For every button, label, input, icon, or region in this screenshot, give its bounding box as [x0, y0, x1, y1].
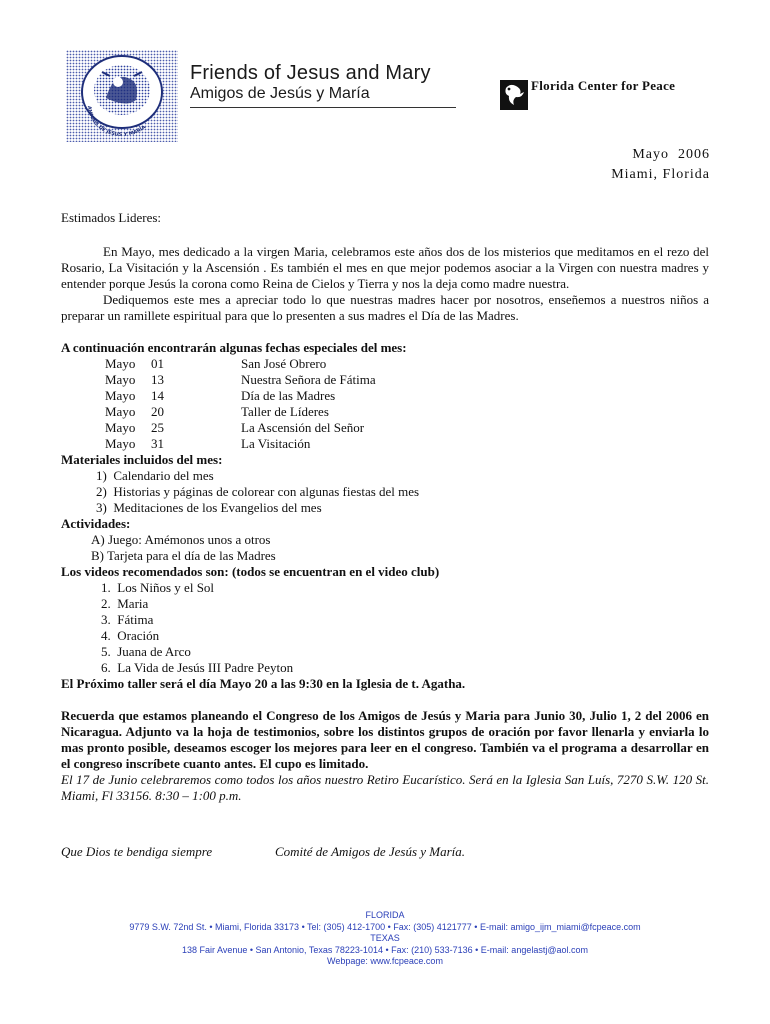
date-row	[61, 436, 709, 452]
date-month: Mayo	[105, 388, 136, 403]
footer-florida-label: FLORIDA	[365, 910, 405, 920]
date-month: Mayo	[105, 420, 136, 435]
date-event: La Visitación	[241, 436, 311, 451]
date-event: Nuestra Señora de Fátima	[241, 372, 376, 387]
date-row	[61, 356, 709, 372]
date-day: 25	[151, 420, 164, 435]
date-day: 20	[151, 404, 164, 419]
activities-heading: Actividades:	[61, 516, 131, 531]
organization-title	[190, 62, 431, 104]
list-item: 2) Historias y páginas de colorear con algunas fiestas del mes	[96, 484, 420, 499]
date-month: Mayo	[105, 372, 136, 387]
paragraph-mothers: Dediquemos este mes a apreciar todo lo que nuestras madres hacer por nosotros, enseñemos a nuestros niños a preparar un ramillete espiritual para que lo presenten a sus madres el Día de las Madres.	[61, 292, 709, 323]
list-item: 6. La Vida de Jesús III Padre Peyton	[101, 660, 294, 675]
letter-city: Miami, Florida	[611, 167, 710, 182]
date-month: Mayo	[105, 436, 136, 451]
list-item: 3. Fátima	[101, 612, 154, 627]
date-row	[61, 404, 709, 420]
org-name-english: Friends of Jesus and Mary	[190, 62, 431, 84]
retreat-note: El 17 de Junio celebraremos como todos los años nuestro Retiro Eucarístico. Será en la Iglesia San Luís, 7270 S.W. 120 St. Miami, Fl 33156. 8:30 – 1:00 p.m.	[61, 772, 709, 803]
materials-heading: Materiales incluidos del mes:	[61, 452, 223, 467]
date-event: Taller de Líderes	[241, 404, 329, 419]
footer-webpage: Webpage: www.fcpeace.com	[327, 956, 443, 966]
footer-texas-label: TEXAS	[370, 933, 400, 943]
date-month: Mayo	[105, 404, 136, 419]
letterhead-footer	[0, 910, 770, 968]
list-item: 5. Juana de Arco	[101, 644, 191, 659]
list-item: 1. Los Niños y el Sol	[101, 580, 215, 595]
letter-date: Mayo 2006	[632, 147, 710, 162]
footer-texas-address: 138 Fair Avenue • San Antonio, Texas 78223-1014 • Fax: (210) 533-7136 • E-mail: angelastj@aol.com	[181, 944, 588, 955]
partner-name: Florida Center for Peace	[531, 78, 676, 93]
closing-signature: Comité de Amigos de Jesús y María.	[275, 844, 466, 859]
date-row	[61, 388, 709, 404]
letter-body	[61, 210, 709, 860]
friends-of-jesus-and-mary-seal-logo	[66, 50, 178, 142]
date-event: San José Obrero	[241, 356, 327, 371]
date-day: 14	[151, 388, 164, 403]
dates-heading: A continuación encontrarán algunas fechas especiales del mes:	[61, 340, 407, 355]
greeting: Estimados Lideres:	[61, 210, 162, 225]
list-item: A) Juego: Amémonos unos a otros	[91, 532, 271, 547]
closing	[61, 844, 709, 860]
date-event: Día de las Madres	[241, 388, 336, 403]
footer-florida-address: 9779 S.W. 72nd St. • Miami, Florida 33173 • Tel: (305) 412-1700 • Fax: (305) 4121777 • E-mail: amigo_ijm_miami@fcpeace.com	[129, 921, 641, 932]
florida-center-for-peace-logo	[500, 80, 528, 110]
date-row	[61, 372, 709, 388]
date-row	[61, 420, 709, 436]
list-item: 3) Meditaciones de los Evangelios del mes	[96, 500, 322, 515]
list-item: 4. Oración	[101, 628, 160, 643]
date-block	[611, 145, 710, 185]
workshop-note: El Próximo taller será el día Mayo 20 a las 9:30 en la Iglesia de t. Agatha.	[61, 676, 466, 691]
videos-heading: Los videos recomendados son: (todos se encuentran en el video club)	[61, 564, 440, 579]
seal-text: AMIGOS DE JESUS Y MARIA	[85, 105, 148, 139]
date-month: Mayo	[105, 356, 136, 371]
date-event: La Ascensión del Señor	[241, 420, 365, 435]
date-day: 01	[151, 356, 164, 371]
title-underline	[190, 107, 456, 108]
congress-note: Recuerda que estamos planeando el Congreso de los Amigos de Jesús y Maria para Junio 30, Julio 1, 2 del 2006 en Nicaragua. Adjunto va la hoja de testimonios, sobre los distintos grupos de oración por favor llenarla y enviarla lo mas pronto posible, deseamos escoger los mejores para leer en el congreso. También va el programa a desarrollar en el congreso inscríbete cuanto antes. El cupo es limitado.	[61, 708, 709, 771]
list-item: 2. Maria	[101, 596, 149, 611]
list-item: 1) Calendario del mes	[96, 468, 214, 483]
list-item: B) Tarjeta para el día de las Madres	[91, 548, 276, 563]
special-dates-list	[61, 356, 709, 452]
closing-blessing: Que Dios te bendiga siempre	[61, 844, 213, 859]
date-day: 13	[151, 372, 164, 387]
paragraph-intro: En Mayo, mes dedicado a la virgen Maria, celebramos este años dos de los misterios que meditamos en el rezo del Rosario, La Visitación y la Ascensión . Es también el mes en que mejor podemos asociar a la Virgen con nuestra madres y entender porque Jesús la corona como Reina de Cielos y Tierra y nos la deja como madre nuestra.	[61, 244, 709, 291]
date-day: 31	[151, 436, 164, 451]
org-name-spanish: Amigos de Jesús y María	[190, 85, 370, 102]
